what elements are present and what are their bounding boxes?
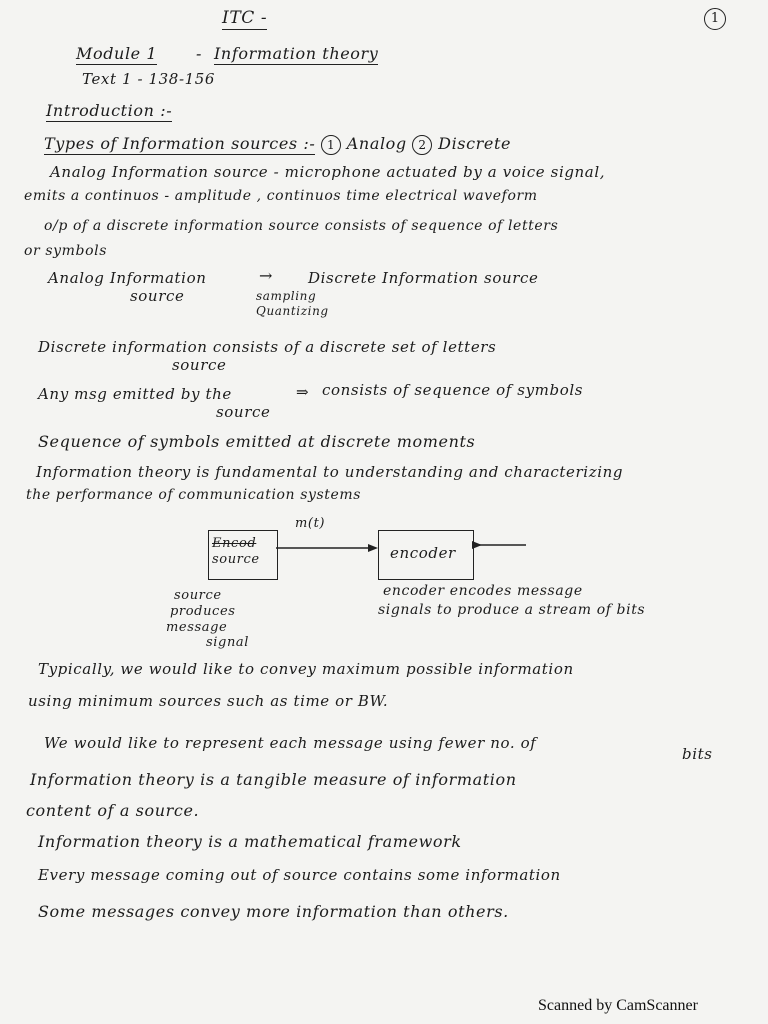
some-messages-line: Some messages convey more information than others. (38, 902, 509, 921)
info-theory-line-1: Information theory is fundamental to understanding and characterizing (36, 463, 624, 481)
sequence-line: Sequence of symbols emitted at discrete moments (38, 432, 476, 451)
message-line-right: consists of sequence of symbols (322, 381, 584, 399)
analog-line-1: Analog Information source - microphone actuated by a voice signal, (50, 163, 606, 181)
discrete-option: Discrete (438, 134, 512, 153)
types-label: Types of Information sources :- (44, 134, 316, 153)
conversion-left: Analog Information (48, 269, 207, 287)
number-two-marker: 2 (412, 135, 432, 155)
module-topic: Information theory (214, 44, 379, 63)
framework-line: Information theory is a mathematical framework (38, 832, 462, 851)
text-reference: Text 1 - 138-156 (82, 70, 216, 88)
analog-line-2: emits a continuos - amplitude , continuos time electrical waveform (24, 188, 538, 204)
conversion-sampling: sampling (256, 289, 317, 303)
introduction-heading: Introduction :- (46, 101, 173, 120)
arrowhead-icon (368, 544, 378, 552)
message-line-source: source (216, 403, 271, 421)
analog-option: Analog (346, 134, 407, 153)
typically-line-1: Typically, we would like to convey maximum possible information (38, 660, 574, 678)
module-separator: - (196, 44, 203, 63)
conversion-quantizing: Quantizing (256, 304, 329, 318)
encoder-block-label: encoder (390, 544, 456, 562)
scanner-watermark: Scanned by CamScanner (538, 997, 698, 1014)
page-title: ITC - (222, 8, 268, 28)
source-note-4: signal (206, 635, 250, 650)
source-note-2: produces (170, 604, 236, 619)
number-one-marker: 1 (321, 135, 341, 155)
page-number: 1 (704, 8, 726, 30)
message-implies-arrow: ⇒ (296, 383, 310, 401)
conversion-source: source (130, 287, 185, 305)
source-block-label: source (212, 552, 260, 567)
message-line-left: Any msg emitted by the (38, 385, 232, 403)
signal-label: m(t) (295, 516, 326, 531)
discrete-source-line-2: source (172, 356, 227, 374)
conversion-right: Discrete Information source (308, 269, 539, 287)
represent-line-1: We would like to represent each message using fewer no. of (44, 734, 537, 752)
discrete-source-line-1: Discrete information consists of a discrete set of letters (38, 338, 497, 356)
arrowhead-icon (472, 541, 482, 549)
source-block-struck: Encod (212, 536, 257, 551)
tangible-line-1: Information theory is a tangible measure of information (30, 770, 517, 789)
represent-line-2: bits (682, 745, 713, 763)
info-theory-line-2: the performance of communication systems (26, 487, 362, 503)
discrete-line-2: or symbols (24, 243, 107, 259)
conversion-arrow: → (259, 266, 274, 285)
discrete-line-1: o/p of a discrete information source consists of sequence of letters (44, 218, 559, 234)
every-message-line: Every message coming out of source contains some information (38, 866, 561, 884)
tangible-line-2: content of a source. (26, 801, 200, 820)
encoder-note-2: signals to produce a stream of bits (378, 602, 646, 618)
module-label: Module 1 (76, 44, 158, 63)
encoder-note-1: encoder encodes message (383, 583, 583, 599)
source-note-3: message (166, 620, 228, 635)
source-note-1: source (174, 588, 222, 603)
typically-line-2: using minimum sources such as time or BW. (28, 692, 389, 710)
